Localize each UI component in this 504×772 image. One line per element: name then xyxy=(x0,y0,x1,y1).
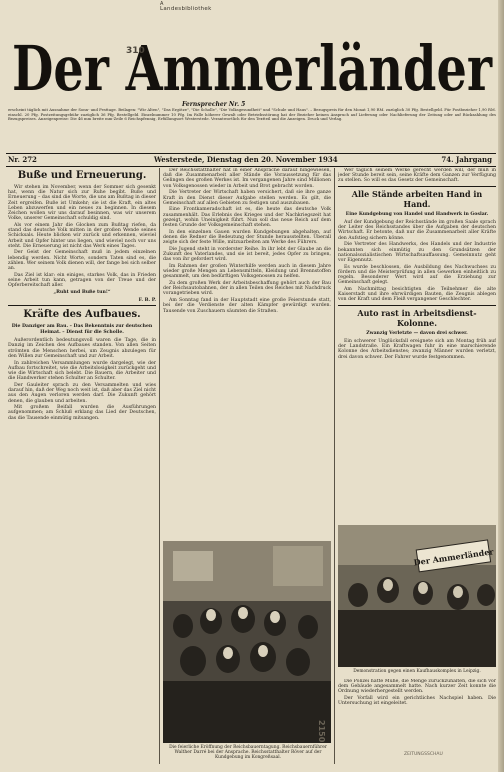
article-headline: Auto rast in Arbeitsdienst-Kolonne. xyxy=(338,305,496,328)
photo-reichsbauerntagung xyxy=(163,541,331,743)
issue-date: Westerstede, Dienstag den 20. November 1934 xyxy=(154,155,338,164)
article-headline: Kräfte des Aufbaues. xyxy=(8,305,156,321)
article-headline: Buße und Erneuerung. xyxy=(17,170,147,181)
paragraph: Es wurde beschlossen, die Ausbildung des Nachwuchses zu fördern und die Meisterprüfung in allen Gewerken einheitlich zu regeln. Besonderer Wert wird auf die Erziehung zur Gemeinschaft gelegt. xyxy=(338,264,496,286)
library-stamp-text: Landesbibliothek xyxy=(160,6,212,12)
paragraph: Die Polizei hatte Mühe, die Menge zurückzuhalten, die sich vor dem Gebäude angesammelt hatte. Nach kurzer Zeit konnte die Ordnung wiederhergestellt werden. xyxy=(338,679,496,695)
article-quote: „Ruht und Buße tun!“ xyxy=(53,289,111,295)
masthead xyxy=(8,38,496,100)
paragraph: Außerordentlich bedeutungsvoll waren die Tage, die in Danzig im Zeichen des Aufbaues standen. Von allen Seiten strömten die Menschen herbei, um Zeugnis abzulegen für den Willen zur Gemeinschaft und zur Arbeit. xyxy=(8,338,156,359)
paragraph: Mit großem Beifall wurden die Ausführungen aufgenommen; am Schluß erklang das Lied der Deutschen, das die Tausende einmütig mitsangen. xyxy=(8,405,156,421)
photo-demonstration-image xyxy=(338,525,496,667)
masthead-title: Der Ammerländer xyxy=(12,38,494,100)
paragraph: In den einzelnen Gauen wurden Kundgebungen abgehalten, auf denen die Redner die Bedeutung der Stunde herausstellten. Überall zeigte sich der feste Wille, mitzuarbeiten am Werke des Führers. xyxy=(163,229,331,246)
paragraph: Das Ziel ist klar: ein einiges, starkes Volk, das in Frieden seine Arbeit tun kann, getragen von der Treue und der Opferbereitschaft aller. xyxy=(8,272,156,289)
article-signature: F. B. P. xyxy=(138,298,156,304)
paragraph: Im Rahmen der großen Winterhilfe werden auch in diesem Jahre wieder große Mengen an Lebensmitteln, Kleidung und Brennstoffen gesammelt, um den bedürftigen Volksgenossen zu helfen. xyxy=(163,263,331,280)
paragraph: Der Gauleiter sprach zu den Versammelten und wies darauf hin, daß der Weg noch weit ist, daß aber das Ziel nicht aus den Augen verloren werden darf. Die Zukunft gehört denen, die glauben und arbeiten. xyxy=(8,382,156,404)
article-body xyxy=(163,168,331,314)
column-1 xyxy=(8,168,156,764)
column-3 xyxy=(338,168,496,523)
article-body xyxy=(338,220,496,303)
photo-crowd-image xyxy=(163,541,331,743)
paragraph: Zu dem großen Werk der Arbeitsbeschaffung gehört auch der Bau der Reichsautobahnen, der in allen Teilen des Reiches mit Nachdruck vorangetrieben wird. xyxy=(163,281,331,297)
library-stamp xyxy=(160,1,212,12)
column-rule xyxy=(334,168,335,764)
paragraph: Eine Frontkameradschaft ist es, die heute das deutsche Volk zusammenhält. Das Erlebnis des Krieges und der Nachkriegszeit hat gezeigt, wohin Uneinigkeit führt. Nun soll das neue Reich auf dem festen Grunde der Volksgemeinschaft stehen. xyxy=(163,207,331,229)
photo-caption: Die feierliche Eröffnung der Reichsbauerntagung. Reichsbauernführer Walther Darré bei der Ansprache. Reichsstatthalter Röver auf der Kundgebung im Kongreßsaal. xyxy=(169,745,327,760)
article-intro: Wer täglich seinem Werke gerecht werden will, der muß in jeder Stunde bereit sein, seine Kräfte dem Ganzen zur Verfügung zu stellen. So will es das Gesetz der Gemeinschaft. xyxy=(338,168,496,184)
photo-caption: Demonstration gegen einen Kaufhauskomplex in Leipzig. xyxy=(353,669,481,674)
masthead-info-text: erscheint täglich mit Ausnahme der Sonn- und Festtage. Beilagen: "Wir Alten", "Das Ergötze", "Die Scholle", "Die Volksgesundheit" und "Schule und Haus". – Bezugspreis für den Monat 1,90 RM. zuzüglich 30 Pfg. Bestellgeld. Für Postbezieher 1,90 RM. einschl. 20 Pfg. Postzeitungsgebühr zuzüglich 36 Pfg. Bestellgeld. Einzelnummer 10 Pfg. Im Falle höherer Gewalt oder Betriebsstörung hat der Bezieher keinen Anspruch auf Lieferung oder Nachlieferung der Zeitung oder auf Rückzahlung des Bezugspreises. Anzeigenpreise: Die 46 mm breite mm-Zeile 6 Reichspfennig, Erfüllungsort Westerstede. Verantwortlich für den Textteil und die Anzeigen. Druck und Verlag. xyxy=(8,108,496,122)
dateline xyxy=(6,153,496,167)
article-body xyxy=(8,185,156,288)
paragraph: Der Geist der Gemeinschaft muß in jedem einzelnen lebendig werden. Nicht Worte, sondern Taten sind es, die zählen. Wer seinem Volk dienen will, der fange bei sich selber an. xyxy=(8,250,156,272)
column-rule xyxy=(159,168,160,764)
protest-sign-text: Der Ammerländer xyxy=(413,546,495,568)
paragraph: Der Reichsstatthalter hat in einer Ansprache darauf hingewiesen, daß die Zusammenarbeit aller Stände die Voraussetzung für das Gelingen des großen Werkes ist. Im vergangenen Jahre sind Millionen von Volksgenossen wieder in Arbeit und Brot gebracht worden. xyxy=(163,168,331,189)
paragraph: Am Sonntag fand in der Hauptstadt eine große Feierstunde statt, bei der die Verdienste der alten Kämpfer gewürdigt wurden. Tausende von Zuschauern säumten die Straßen. xyxy=(163,298,331,314)
archive-number-stamp: 2150 xyxy=(317,720,326,743)
masthead-subline: Fernsprecher Nr. 5 xyxy=(182,101,246,108)
paragraph: Die Jugend steht in vorderster Reihe. In ihr lebt der Glaube an die Zukunft des Vaterlandes, und sie ist bereit, jedes Opfer zu bringen, das von ihr gefordert wird. xyxy=(163,246,331,263)
masthead-title-graphic xyxy=(8,38,496,100)
photo-demonstration xyxy=(338,525,496,667)
paragraph: Der Vorfall wird ein gerichtliches Nachspiel haben. Die Untersuchung ist eingeleitet. xyxy=(338,696,496,707)
issue-number: Nr. 272 xyxy=(8,155,37,164)
binding-edge xyxy=(498,0,504,772)
paragraph: In zahlreichen Versammlungen wurde dargelegt, wie der Aufbau fortschreitet, wie die Arbeitslosigkeit zurückgeht und wie die Wirtschaft sich belebt. Die Bauern, die Arbeiter und die Handwerker stehen Schulter an Schulter. xyxy=(8,360,156,382)
paragraph: Wir stehen im November, wenn der Sommer sich gesenkt hat, wenn die Natur sich zur Ruhe begibt. Buße und Erneuerung – das sind die Worte, die uns am Bußtag in dieser Zeit ergreifen. Buße ist Umkehr; sie ist die Kraft, ein altes Leben abzuwerfen und ein neues zu beginnen. In diesem Zeichen wollen wir uns darauf besinnen, was wir unserem Volke, unserer Gemeinschaft schuldig sind. xyxy=(8,185,156,222)
paragraph: Die Vertreter der Wirtschaft haben versichert, daß sie ihre ganze Kraft in den Dienst dieser Aufgabe stellen werden. Es gilt, die Gemeinschaft auf allen Gebieten zu festigen und auszubauen. xyxy=(163,190,331,206)
masthead-number: 310 xyxy=(126,46,145,56)
article-headline: Alle Stände arbeiten Hand in Hand. xyxy=(338,186,496,209)
article-subheadline: Eine Kundgebung von Handel und Handwerk in Goslar. xyxy=(345,211,489,217)
library-stamp-letter: A xyxy=(160,1,164,7)
paragraph: Auf der Kundgebung der Reichsstände im großen Saale sprach der Leiter des Reichsstandes über die Aufgaben der deutschen Wirtschaft. Er betonte, daß nur die Zusammenarbeit aller Kräfte den Aufstieg sichern könne. xyxy=(338,220,496,241)
article-body xyxy=(8,338,156,421)
paragraph: Am Nachmittag besichtigten die Teilnehmer die alte Kaiserstadt und ihre ehrwürdigen Bauten, die Zeugnis ablegen von der Kraft und dem Fleiß vergangener Geschlechter. xyxy=(338,286,496,303)
paragraph: Als vor einem Jahr die Glocken zum Bußtag riefen, da stand das deutsche Volk mitten in der großen Wende seines Schicksals. Heute blicken wir zurück und erkennen, wieviel Arbeit und Opfer hinter uns liegen, und wieviel noch vor uns steht. Die Erneuerung ist nicht das Werk eines Tages. xyxy=(8,222,156,249)
column-2 xyxy=(163,168,331,538)
archive-stamp: ZEITUNGSSCHAU xyxy=(404,752,443,757)
article-subheadline: Zwanzig Verletzte — davon drei schwer. xyxy=(366,330,468,336)
article-subheadline: Die Danziger am Bau. – Das Bekenntnis zur deutschen Heimat. – Dienst für die Scholle. xyxy=(11,324,153,335)
article-body: Ein schwerer Unglücksfall ereignete sich am Montag früh auf der Landstraße. Ein Kraftwagen fuhr in eine marschierende Kolonne des Arbeitsdienstes; zwanzig Männer wurden verletzt, drei davon schwer. Der Fahrer wurde festgenommen. xyxy=(338,338,496,360)
issue-year: 74. Jahrgang xyxy=(441,155,492,164)
paragraph: Die Vertreter des Handwerks, des Handels und der Industrie bekannten sich einmütig zu den Grundsätzen der nationalsozialistischen Wirtschaftsauffassung. Gemeinnutz geht vor Eigennutz. xyxy=(338,242,496,263)
